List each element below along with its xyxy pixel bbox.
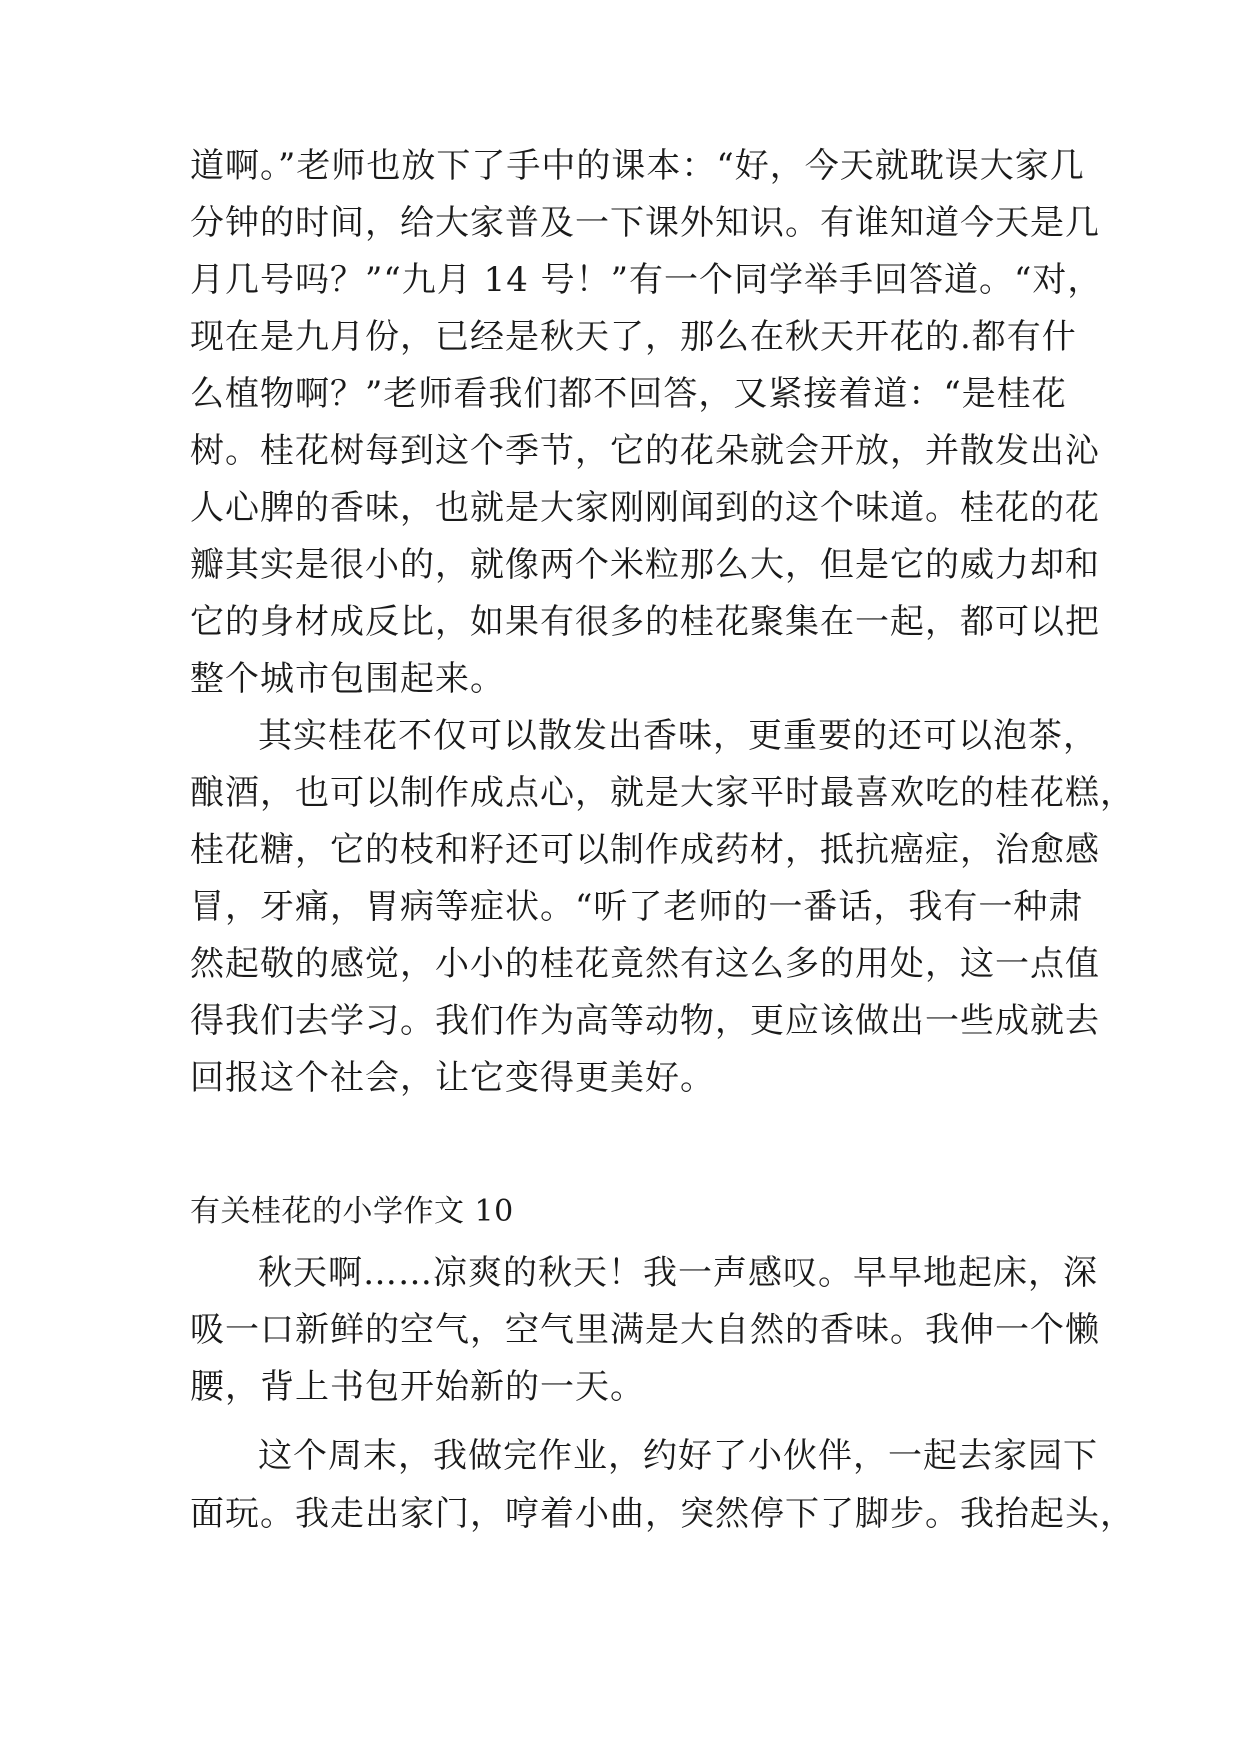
paragraph-line: 么植物啊？”老师看我们都不回答，又紧接着道：“是桂花 bbox=[190, 374, 1067, 414]
paragraph-line: 回报这个社会，让它变得更美好。 bbox=[190, 1058, 715, 1098]
section-title: 有关桂花的小学作文 10 bbox=[190, 1194, 514, 1229]
paragraph-line: 这个周末，我做完作业，约好了小伙伴，一起去家园下 bbox=[258, 1436, 1098, 1476]
paragraph-line: 秋天啊……凉爽的秋天！我一声感叹。早早地起床，深 bbox=[258, 1253, 1098, 1293]
paragraph-line: 其实桂花不仅可以散发出香味，更重要的还可以泡茶， bbox=[258, 716, 1098, 756]
paragraph-line: 然起敬的感觉，小小的桂花竟然有这么多的用处，这一点值 bbox=[190, 944, 1100, 984]
paragraph-line: 腰，背上书包开始新的一天。 bbox=[190, 1367, 645, 1407]
paragraph-line: 现在是九月份，已经是秋天了，那么在秋天开花的.都有什 bbox=[190, 317, 1077, 357]
paragraph-line: 酿酒，也可以制作成点心，就是大家平时最喜欢吃的桂花糕， bbox=[190, 773, 1135, 813]
paragraph-line: 得我们去学习。我们作为高等动物，更应该做出一些成就去 bbox=[190, 1001, 1100, 1041]
paragraph-line: 道啊。”老师也放下了手中的课本：“好，今天就耽误大家几 bbox=[190, 146, 1085, 186]
paragraph-line: 它的身材成反比，如果有很多的桂花聚集在一起，都可以把 bbox=[190, 602, 1100, 642]
paragraph-line: 冒，牙痛，胃病等症状。“听了老师的一番话，我有一种肃 bbox=[190, 887, 1084, 927]
paragraph-line: 月几号吗？”“九月 14 号！”有一个同学举手回答道。“对， bbox=[190, 260, 1103, 300]
paragraph-line: 面玩。我走出家门，哼着小曲，突然停下了脚步。我抬起头， bbox=[190, 1494, 1135, 1534]
paragraph-line: 分钟的时间，给大家普及一下课外知识。有谁知道今天是几 bbox=[190, 203, 1100, 243]
paragraph-line: 人心脾的香味，也就是大家刚刚闻到的这个味道。桂花的花 bbox=[190, 488, 1100, 528]
paragraph-line: 桂花糖，它的枝和籽还可以制作成药材，抵抗癌症，治愈感 bbox=[190, 830, 1100, 870]
paragraph-line: 吸一口新鲜的空气，空气里满是大自然的香味。我伸一个懒 bbox=[190, 1310, 1100, 1350]
paragraph-line: 树。桂花树每到这个季节，它的花朵就会开放，并散发出沁 bbox=[190, 431, 1100, 471]
paragraph-line: 瓣其实是很小的，就像两个米粒那么大，但是它的威力却和 bbox=[190, 545, 1100, 585]
paragraph-line: 整个城市包围起来。 bbox=[190, 659, 505, 699]
